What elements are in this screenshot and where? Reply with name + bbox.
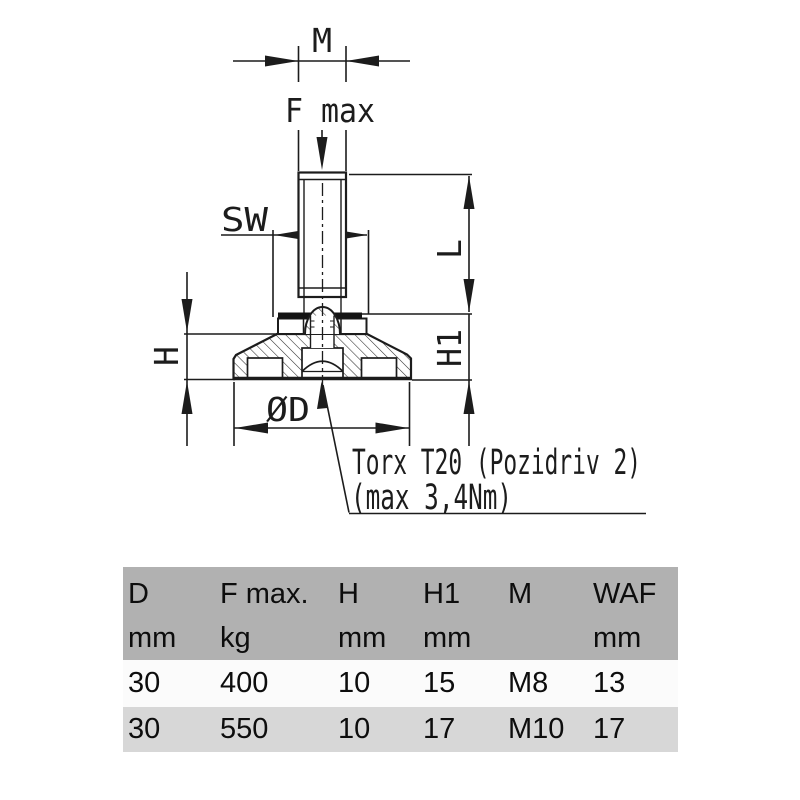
h1-label: H1 [430,327,469,367]
column-header-d: D [128,577,149,610]
cell-fmax: 550 [220,713,269,745]
cell-d: 30 [128,667,161,699]
spec-table-header-labels [123,572,678,616]
column-header-m: M [508,577,533,610]
cell-waf: 13 [593,667,626,699]
spec-table-header [123,567,678,660]
spec-table [123,567,678,752]
unit-waf: mm [593,621,642,654]
cell-h1: 17 [423,713,456,745]
torx-note-line2: (max 3,4Nm) [351,478,512,518]
column-header-waf: WAF [593,577,657,610]
h-label: H [147,346,186,366]
dimension-m-label: M [312,21,332,60]
cell-h: 10 [338,713,371,745]
cell-d: 30 [128,713,161,745]
fmax-force-arrow [299,130,347,171]
unit-h: mm [338,621,387,654]
fmax-label: F max [285,91,375,130]
column-header-h: H [338,577,359,610]
spec-table-header-units [123,616,678,660]
sw-label: SW [221,200,269,239]
unit-h1: mm [423,621,472,654]
cell-m: M10 [508,713,565,745]
cell-m: M8 [508,667,549,699]
cell-h: 10 [338,667,371,699]
cell-fmax: 400 [220,667,269,699]
diameter-label: ØD [266,390,310,429]
l-label: L [430,239,469,259]
torx-note-line1: Torx T20 (Pozidriv 2) [352,443,641,483]
table-row [123,707,678,752]
cell-waf: 17 [593,713,626,745]
unit-fmax: kg [220,621,251,654]
cell-h1: 15 [423,667,456,699]
unit-d: mm [128,621,177,654]
column-header-h1: H1 [423,577,461,610]
column-header-fmax: F max. [220,577,309,610]
table-row [123,660,678,707]
